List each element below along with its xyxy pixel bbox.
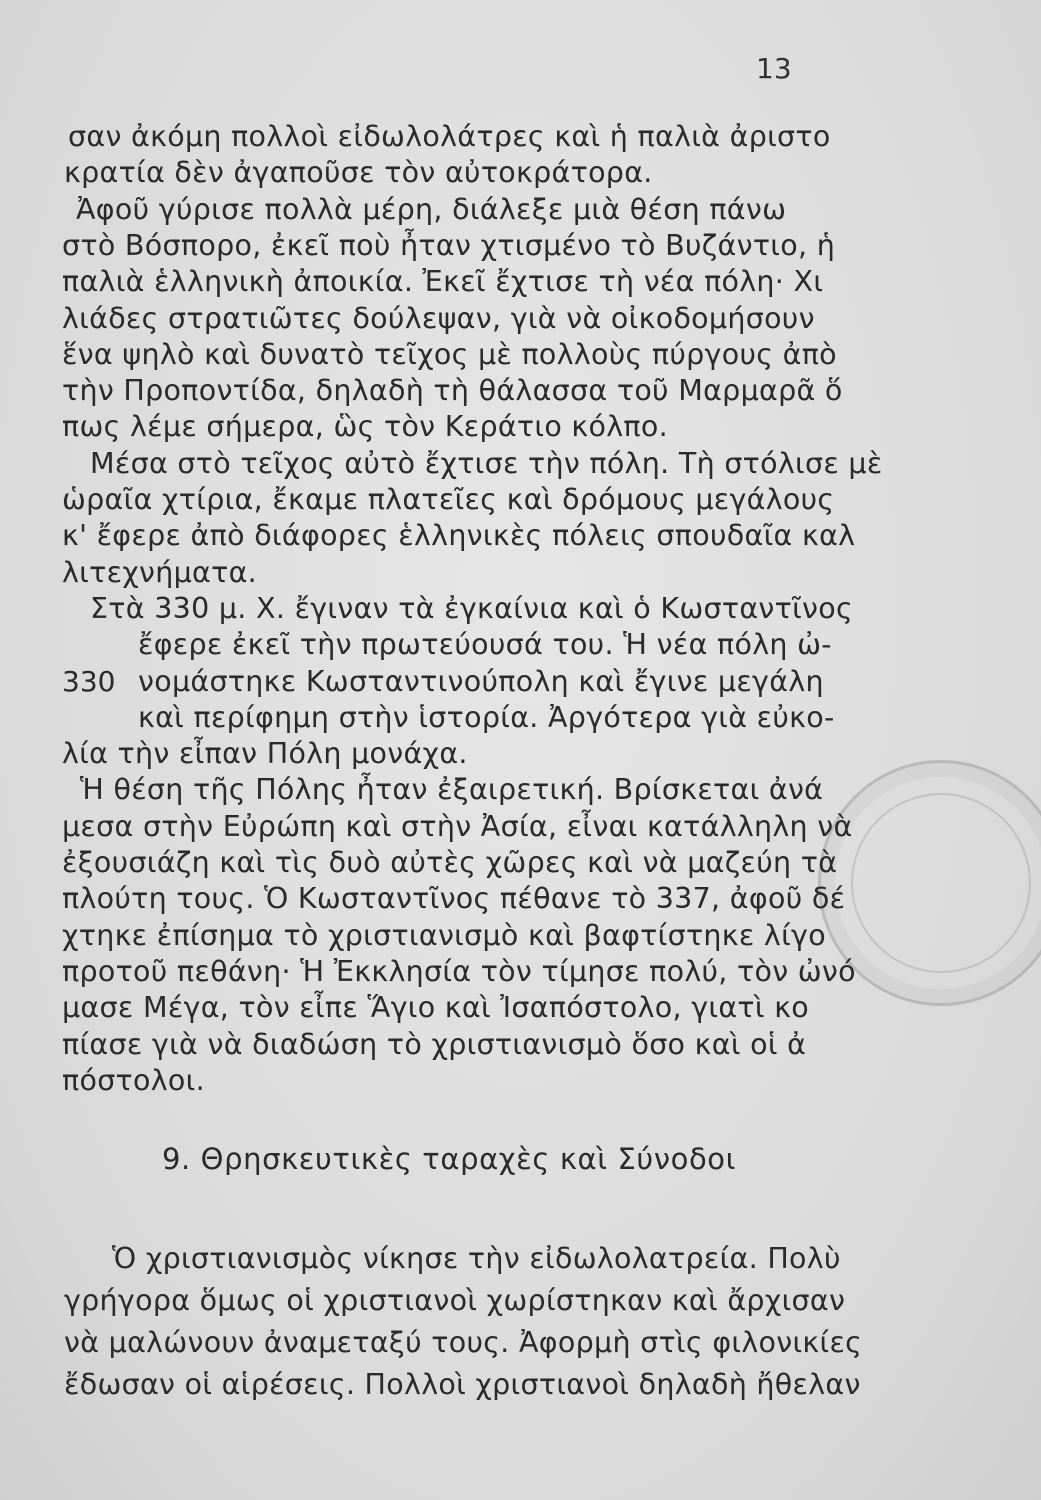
text-line: κρατία δὲν ἀγαποῦσε τὸν αὐτοκράτορα. (64, 156, 653, 190)
text-line: ἔφερε ἐκεῖ τὴν πρωτεύουσά του. Ἡ νέα πόλη ὠ- (138, 628, 832, 662)
text-line: μεσα στὴν Εὐρώπη καὶ στὴν Ἀσία, εἶναι κατάλληλη νὰ (62, 809, 853, 843)
text-line: νὰ μαλώνουν ἀναμεταξύ τους. Ἀφορμὴ στὶς φιλονικίες (64, 1326, 863, 1359)
text-line: γρήγορα ὅμως οἱ χριστιανοὶ χωρίστηκαν καὶ ἄρχισαν (64, 1284, 846, 1317)
text-line: πλούτη τους. Ὁ Κωσταντῖνος πέθανε τὸ 337, ἀφοῦ δέ (62, 882, 846, 916)
text-line: χτηκε ἐπίσημα τὸ χριστιανισμὸ καὶ βαφτίστηκε λίγο (62, 918, 826, 952)
text-line: Μέσα στὸ τεῖχος αὐτὸ ἔχτισε τὴν πόλη. Τὴ στόλισε μὲ (90, 446, 883, 480)
text-line: προτοῦ πεθάνη· Ἡ Ἐκκλησία τὸν τίμησε πολύ, τὸν ὠνό (62, 954, 856, 988)
text-line: τὴν Προποντίδα, δηλαδὴ τὴ θάλασσα τοῦ Μαρμαρᾶ ὅ (62, 374, 843, 408)
text-line: Ὁ χριστιανισμὸς νίκησε τὴν εἰδωλολατρεία. Πολὺ (112, 1242, 841, 1275)
text-line: πόστολοι. (62, 1063, 205, 1097)
text-line: Ἀφοῦ γύρισε πολλὰ μέρη, διάλεξε μιὰ θέση πάνω (76, 192, 787, 226)
text-line: ἕνα ψηλὸ καὶ δυνατὸ τεῖχος μὲ πολλοὺς πύργους ἀπὸ (62, 337, 837, 371)
text-line: ἐξουσιάζη καὶ τὶς δυὸ αὐτὲς χῶρες καὶ νὰ μαζεύη τὰ (62, 846, 838, 879)
text-line: μασε Μέγα, τὸν εἶπε Ἅγιο καὶ Ἰσαπόστολο, γιατὶ κο (62, 991, 810, 1025)
text-line: λιάδες στρατιῶτες δούλεψαν, γιὰ νὰ οἰκοδομήσουν (62, 301, 815, 335)
text-line: παλιὰ ἑλληνικὴ ἀποικία. Ἐκεῖ ἔχτισε τὴ νέα πόλη· Χι (62, 265, 824, 299)
text-line: ὡραῖα χτίρια, ἔκαμε πλατεῖες καὶ δρόμους μεγάλους (62, 483, 835, 516)
text-line: ἔδωσαν οἱ αἱρέσεις. Πολλοὶ χριστιανοὶ δηλαδὴ ἤθελαν (64, 1368, 861, 1401)
text-line: κ' ἔφερε ἀπὸ διάφορες ἑλληνικὲς πόλεις σπουδαῖα καλ (62, 519, 856, 553)
text-line: σαν ἀκόμη πολλοὶ εἰδωλολάτρες καὶ ἡ παλιὰ ἀριστο (68, 120, 831, 153)
text-line: Ἡ θέση τῆς Πόλης ἦταν ἐξαιρετική. Βρίσκεται ἀνά (80, 773, 824, 807)
margin-year-note: 330 (62, 664, 116, 698)
text-line: πίασε γιὰ νὰ διαδώση τὸ χριστιανισμὸ ὅσο καὶ οἱ ἀ (62, 1027, 807, 1061)
text-line: λιτεχνήματα. (62, 555, 258, 589)
page-number: 13 (756, 52, 792, 85)
text-line: λία τὴν εἶπαν Πόλη μονάχα. (62, 737, 468, 771)
stamp-ring (851, 793, 1031, 973)
text-line: καὶ περίφημη στὴν ἱστορία. Ἀργότερα γιὰ εὐκο- (138, 700, 835, 734)
text-line: πως λέμε σήμερα, ὣς τὸν Κεράτιο κόλπο. (62, 410, 668, 444)
section-heading: 9. Θρησκευτικὲς ταραχὲς καὶ Σύνοδοι (162, 1142, 737, 1176)
text-line: στὸ Βόσπορο, ἐκεῖ ποὺ ἦταν χτισμένο τὸ Βυζάντιο, ἡ (62, 228, 836, 262)
text-line: Στὰ 330 μ. Χ. ἔγιναν τὰ ἐγκαίνια καὶ ὁ Κωσταντῖνος (90, 591, 854, 625)
text-line: νομάστηκε Κωσταντινούπολη καὶ ἔγινε μεγάλη (138, 664, 824, 698)
